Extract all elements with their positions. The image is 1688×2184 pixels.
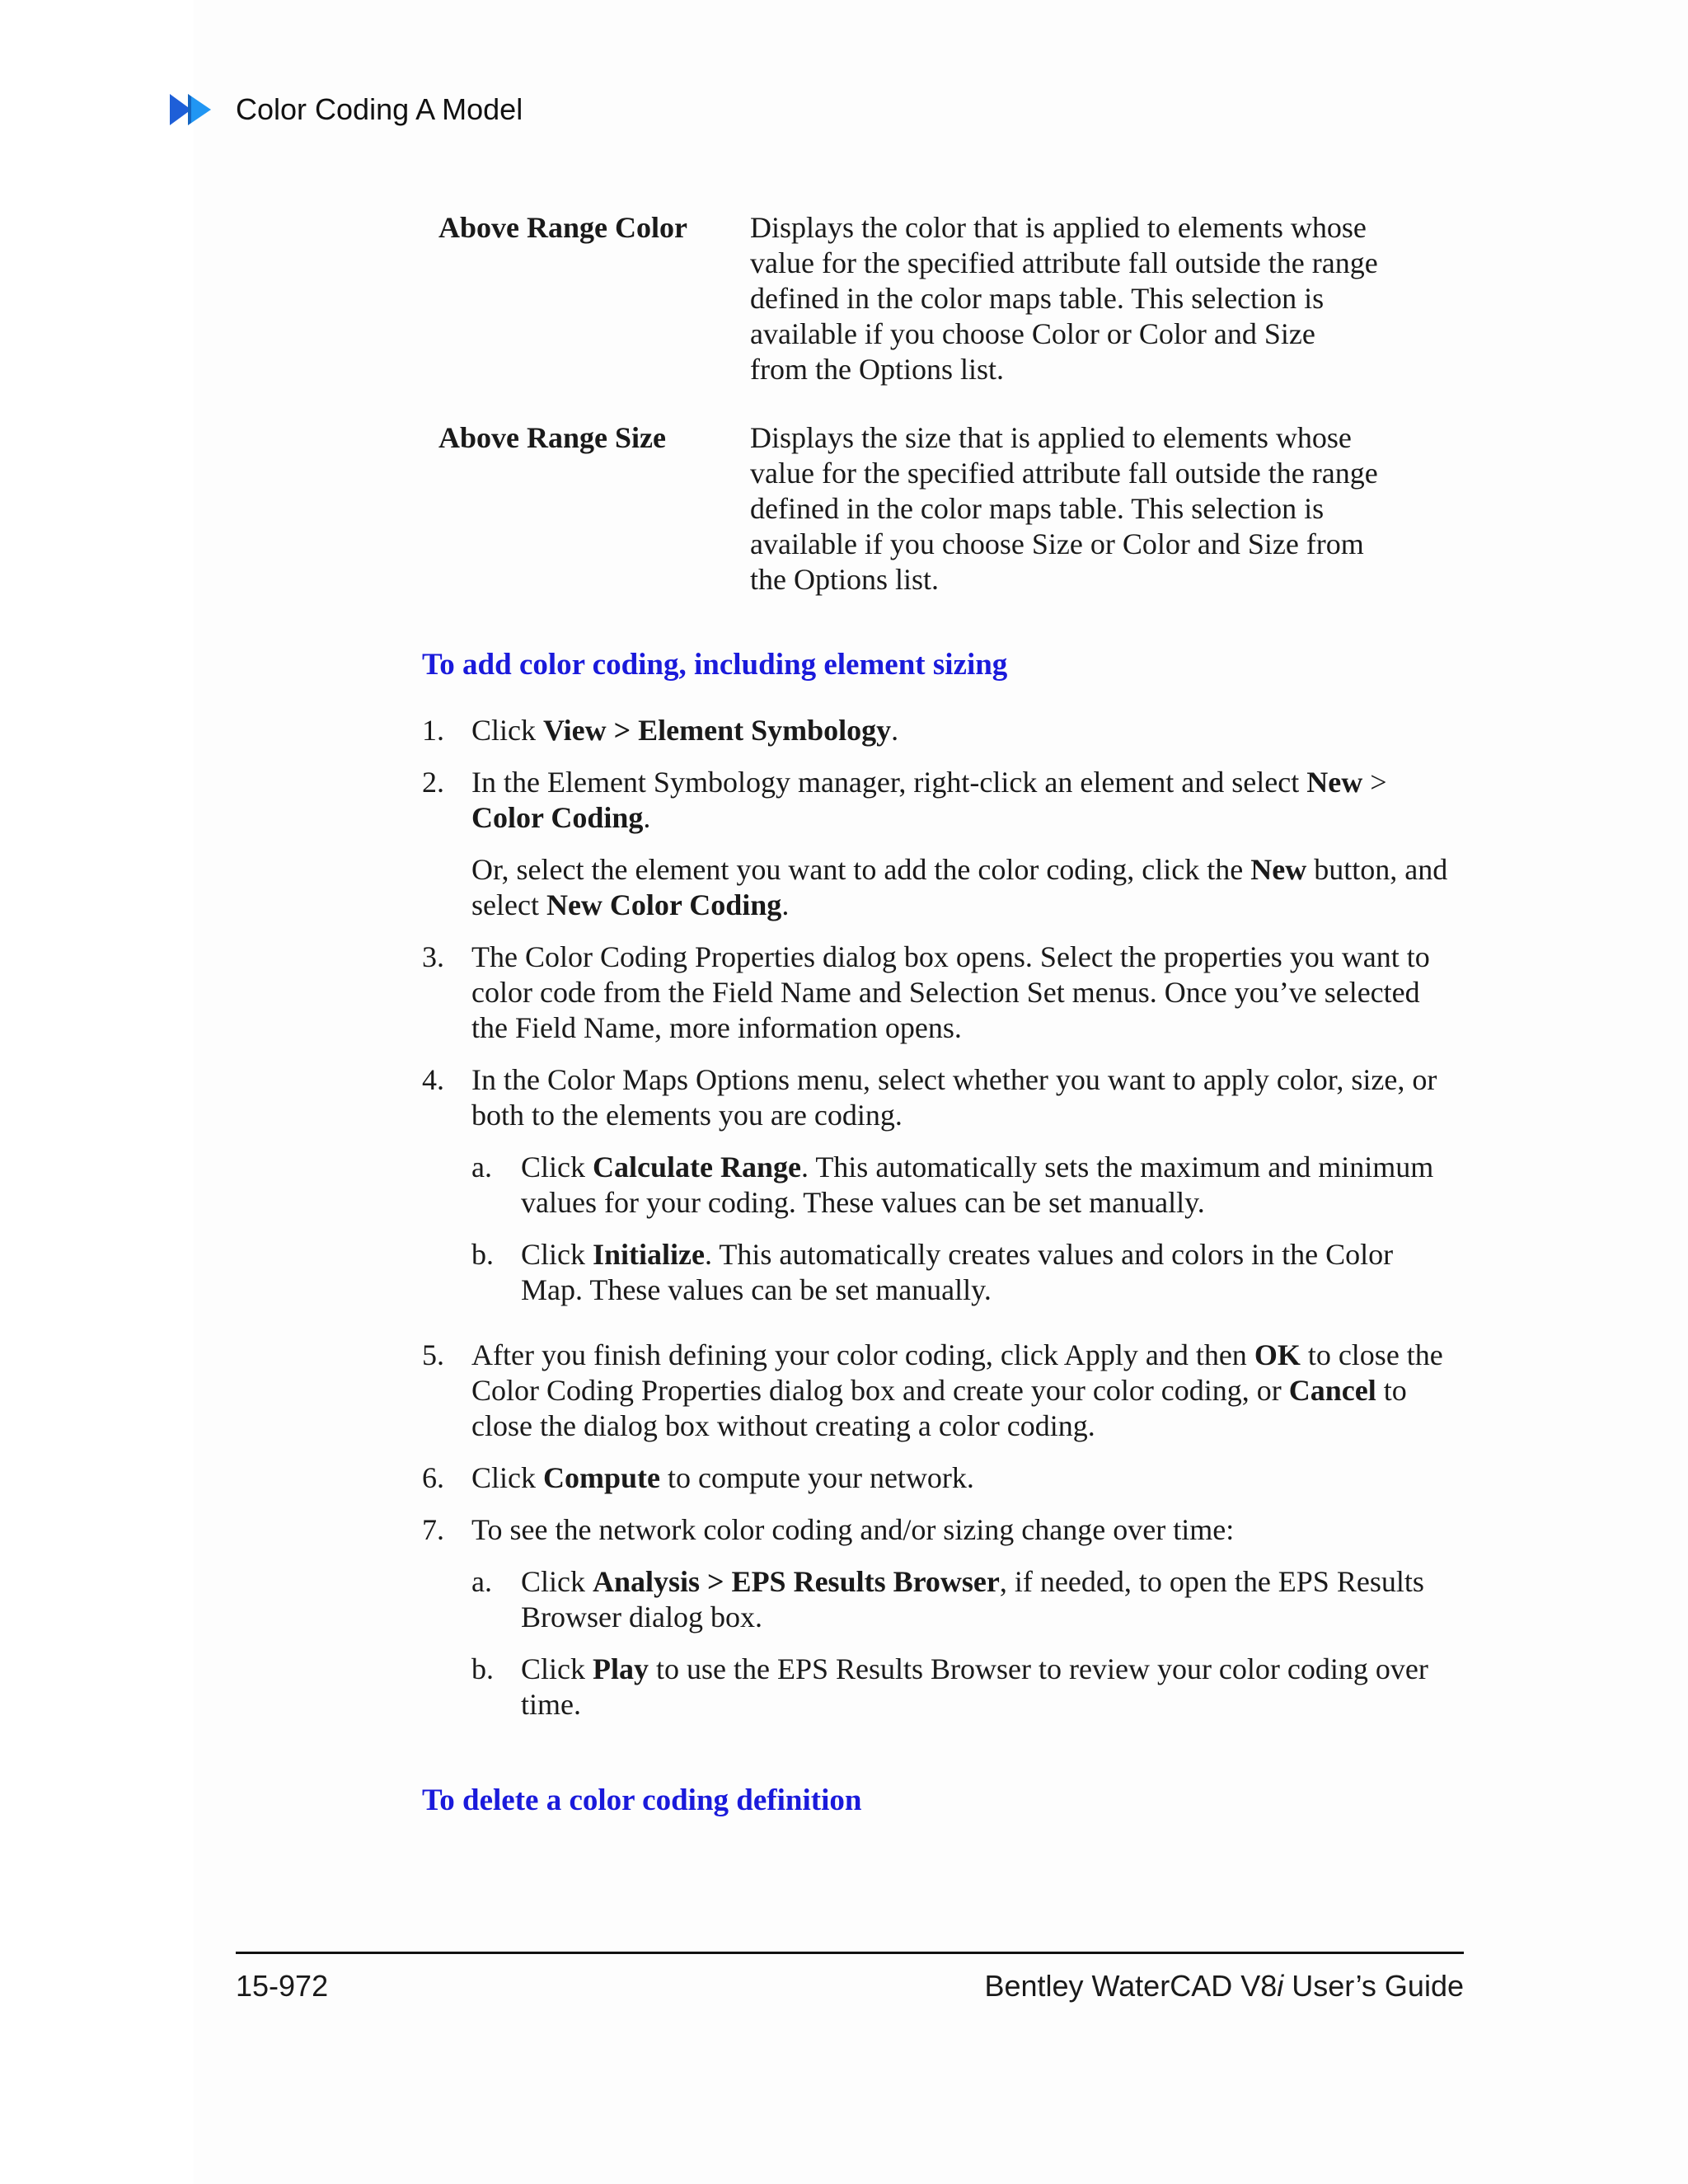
step-text-part: button, and select (471, 853, 1448, 921)
step-command: Compute (543, 1461, 660, 1494)
definition-table (438, 210, 1378, 630)
substep-letter: a. (471, 1565, 492, 1598)
step-text-part: . (643, 801, 651, 834)
step-item (422, 940, 1461, 1046)
step-text-part: to close the dialog box without creating a color coding. (471, 1374, 1407, 1442)
substep-item (471, 1237, 1461, 1308)
step-text-part: . (781, 888, 790, 921)
step-item (422, 1338, 1461, 1444)
step-text-part: , if needed, to open the EPS Results Browser dialog box. (521, 1565, 1424, 1633)
guide-title-part: User’s Guide (1283, 1969, 1464, 2003)
step-text-part: Or, select the element you want to add the color coding, click the (471, 853, 1251, 886)
substep-text (521, 1150, 1461, 1221)
guide-title-part: Bentley WaterCAD V8 (984, 1969, 1278, 2003)
substep-item (471, 1564, 1461, 1635)
step-command: OK (1254, 1338, 1301, 1371)
page-number: 15-972 (236, 1969, 329, 2003)
step-text (471, 713, 1461, 748)
step-command: Color Coding (471, 801, 644, 834)
step-command: Cancel (1288, 1374, 1376, 1407)
step-text-part: > (1362, 766, 1387, 799)
substep-letter: a. (471, 1151, 492, 1183)
step-text-part: to close the Color Coding Properties dialog box and create your color coding, or (471, 1338, 1443, 1407)
step-text-part: To see the network color coding and/or sizing change over time: (471, 1513, 1235, 1546)
step-item (422, 713, 1461, 748)
step-item (422, 1460, 1461, 1496)
step-text (471, 1460, 1461, 1496)
step-text (471, 1512, 1461, 1722)
step-text (471, 940, 1461, 1046)
step-text-part: In the Element Symbology manager, right-click an element and select (471, 766, 1307, 799)
definition-term: Above Range Color (438, 211, 687, 244)
footer-divider (236, 1952, 1464, 1954)
substep-text (521, 1237, 1461, 1308)
step-command: Calculate Range (593, 1151, 801, 1183)
step-text (471, 1338, 1461, 1444)
step-item (422, 765, 1461, 923)
step-text-part: After you finish defining your color coding, click Apply and then (471, 1338, 1254, 1371)
procedure-heading-add: To add color coding, including element sizing (422, 648, 1008, 682)
definition-row (438, 420, 1378, 598)
step-number: 4. (422, 1063, 444, 1096)
step-command: Initialize (593, 1238, 705, 1271)
step-item (422, 1512, 1461, 1722)
step-text (471, 765, 1461, 923)
page-header (170, 89, 523, 130)
step-command: New Color Coding (546, 888, 782, 921)
step-command: View > Element Symbology (543, 714, 892, 747)
step-text-part: . This automatically creates values and colors in the Color Map. These values can be set manually. (521, 1238, 1394, 1306)
definition-description: Displays the color that is applied to elements whose value for the specified attribute fall outside the range defined in the color maps table. This selection is available if you choose Color or Color and Size from the Options list. (750, 211, 1378, 386)
step-number: 5. (422, 1338, 444, 1371)
step-command: Play (593, 1652, 649, 1685)
procedure-heading-delete: To delete a color coding definition (422, 1783, 862, 1817)
step-number: 1. (422, 714, 444, 747)
step-command: New (1306, 766, 1363, 799)
step-number: 6. (422, 1461, 444, 1494)
step-text-part: Click (471, 1461, 543, 1494)
step-text-part: Click (471, 714, 543, 747)
step-text-part: . (891, 714, 899, 747)
step-text-part: In the Color Maps Options menu, select whether you want to apply color, size, or both to the elements you are coding. (471, 1063, 1437, 1132)
step-item (422, 1062, 1461, 1308)
definition-row (438, 210, 1378, 387)
step-command: New (1250, 853, 1307, 886)
step-text (471, 1062, 1461, 1308)
step-text-part: The Color Coding Properties dialog box opens. Select the properties you want to color code from the Field Name and Selection Set menus. Once you’ve selected the Field Name, more information opens. (471, 940, 1430, 1044)
step-text-part: Click (521, 1565, 593, 1598)
substep-letter: b. (471, 1238, 494, 1271)
step-text-part: Click (521, 1652, 593, 1685)
step-number: 7. (422, 1513, 444, 1546)
step-command: Analysis > EPS Results Browser (593, 1565, 1000, 1598)
step-text-part: to compute your network. (660, 1461, 974, 1494)
guide-title-part: i (1277, 1969, 1284, 2003)
substep-text (521, 1652, 1461, 1722)
definition-description: Displays the size that is applied to elements whose value for the specified attribute fall outside the range defined in the color maps table. This selection is available if you choose Size or Color and Size from the Options list. (750, 421, 1378, 596)
step-text-part: to use the EPS Results Browser to review your color coding over time. (521, 1652, 1428, 1721)
procedure-steps (422, 713, 1461, 1739)
substep-item (471, 1652, 1461, 1722)
substep-letter: b. (471, 1652, 494, 1685)
substep-text (521, 1564, 1461, 1635)
step-number: 3. (422, 940, 444, 973)
step-text-part: Click (521, 1238, 593, 1271)
guide-title (984, 1969, 1464, 2004)
step-number: 2. (422, 766, 444, 799)
step-text-part: Click (521, 1151, 593, 1183)
substep-item (471, 1150, 1461, 1221)
step-text-part: . This automatically sets the maximum and minimum values for your coding. These values can be set manually. (521, 1151, 1434, 1219)
header-title: Color Coding A Model (236, 92, 523, 126)
double-arrow-icon (170, 92, 221, 127)
definition-term: Above Range Size (438, 421, 666, 454)
